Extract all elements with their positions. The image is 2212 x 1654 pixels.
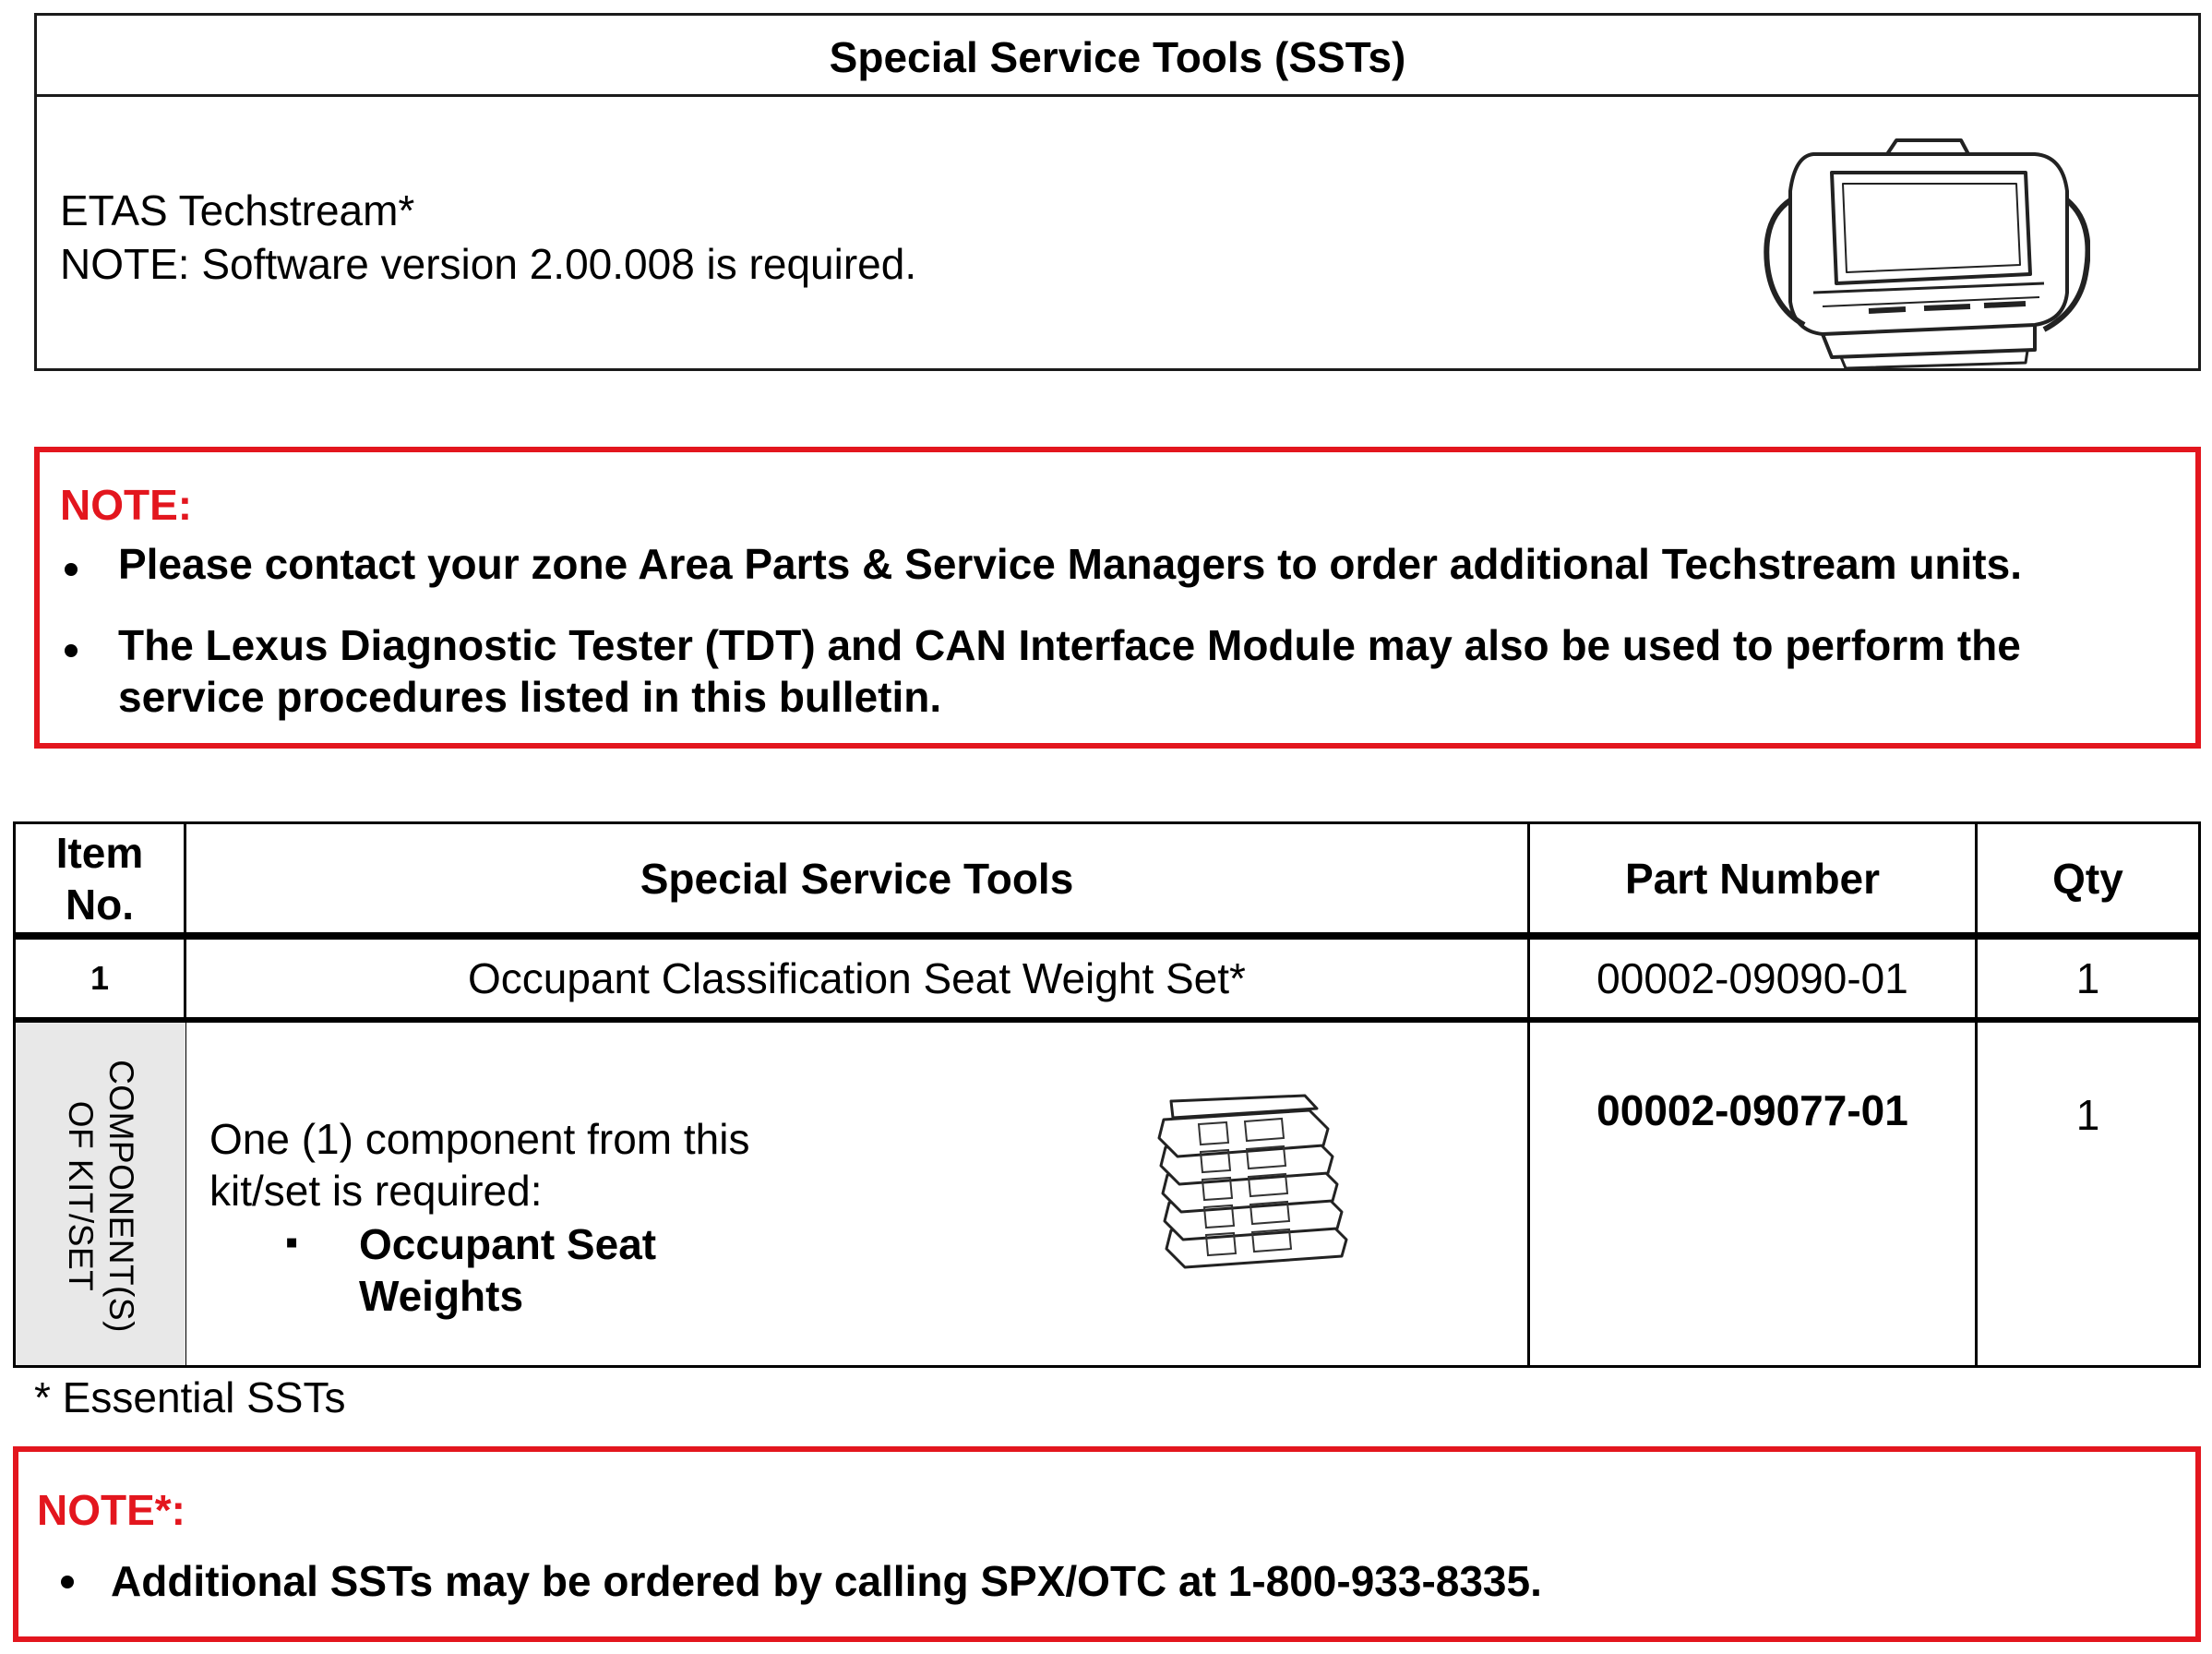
note-heading: NOTE: (60, 481, 193, 529)
note-bullet-text: The Lexus Diagnostic Tester (TDT) and CAN Interface Module may also be used to perform the (118, 621, 2021, 669)
sst-tool-note: NOTE: Software version 2.00.008 is required. (60, 240, 917, 288)
note-box-contact (34, 447, 2201, 749)
header-item-line2: No. (65, 880, 135, 929)
header-special-service-tools: Special Service Tools (640, 854, 1074, 903)
note-heading: NOTE*: (37, 1486, 185, 1534)
bullet-icon (61, 1576, 74, 1588)
row1-tool-name: Occupant Classification Seat Weight Set* (468, 954, 1246, 1002)
row2-desc-line1: One (1) component from this (209, 1115, 750, 1163)
header-part-number: Part Number (1624, 854, 1881, 903)
row2-desc-line2: kit/set is required: (209, 1167, 543, 1215)
bullet-icon (65, 563, 78, 576)
square-bullet-icon: ▪ (285, 1222, 299, 1263)
note-bullet-text: Please contact your zone Area Parts & Service Managers to order additional Techstream units. (118, 540, 2022, 588)
row1-item-no: 1 (90, 959, 110, 997)
kit-side-label-line2: OF KIT/SET (62, 1100, 100, 1292)
kit-component-side-cell (16, 1023, 185, 1365)
sst-tool-text (60, 184, 916, 291)
kit-side-label-line1: COMPONENT(S) (102, 1060, 140, 1333)
sst-table (13, 821, 2201, 1368)
header-qty: Qty (2052, 854, 2123, 903)
row2-part-number: 00002-09077-01 (1596, 1086, 1908, 1134)
note-box-ordering (13, 1446, 2201, 1642)
row2-qty: 1 (2075, 1091, 2100, 1139)
row2-bullet-item (209, 1218, 749, 1320)
seat-weights-stack-icon (1143, 1092, 1365, 1276)
header-item-line1: Item (55, 828, 144, 877)
sst-panel (34, 13, 2201, 371)
row1-part-number: 00002-09090-01 (1596, 954, 1908, 1002)
row2-description (209, 1113, 750, 1320)
bullet-icon (65, 644, 78, 657)
header-item-no (16, 824, 184, 932)
essential-footnote: * Essential SSTs (34, 1373, 346, 1421)
row1-qty: 1 (2075, 954, 2100, 1002)
table-header-divider (16, 932, 2198, 940)
techstream-device-icon (1758, 136, 2090, 376)
note-bullet-text-continued: service procedures listed in this bulletin. (118, 673, 942, 721)
kit-component-side-label (60, 1049, 141, 1344)
note-bullet-text: Additional SSTs may be ordered by calling SPX/OTC at 1-800-933-8335. (111, 1557, 1542, 1605)
sst-title: Special Service Tools (SSTs) (37, 16, 2198, 97)
sst-tool-name: ETAS Techstream* (60, 186, 415, 234)
row2-bullet-text: Occupant Seat Weights (359, 1220, 657, 1320)
